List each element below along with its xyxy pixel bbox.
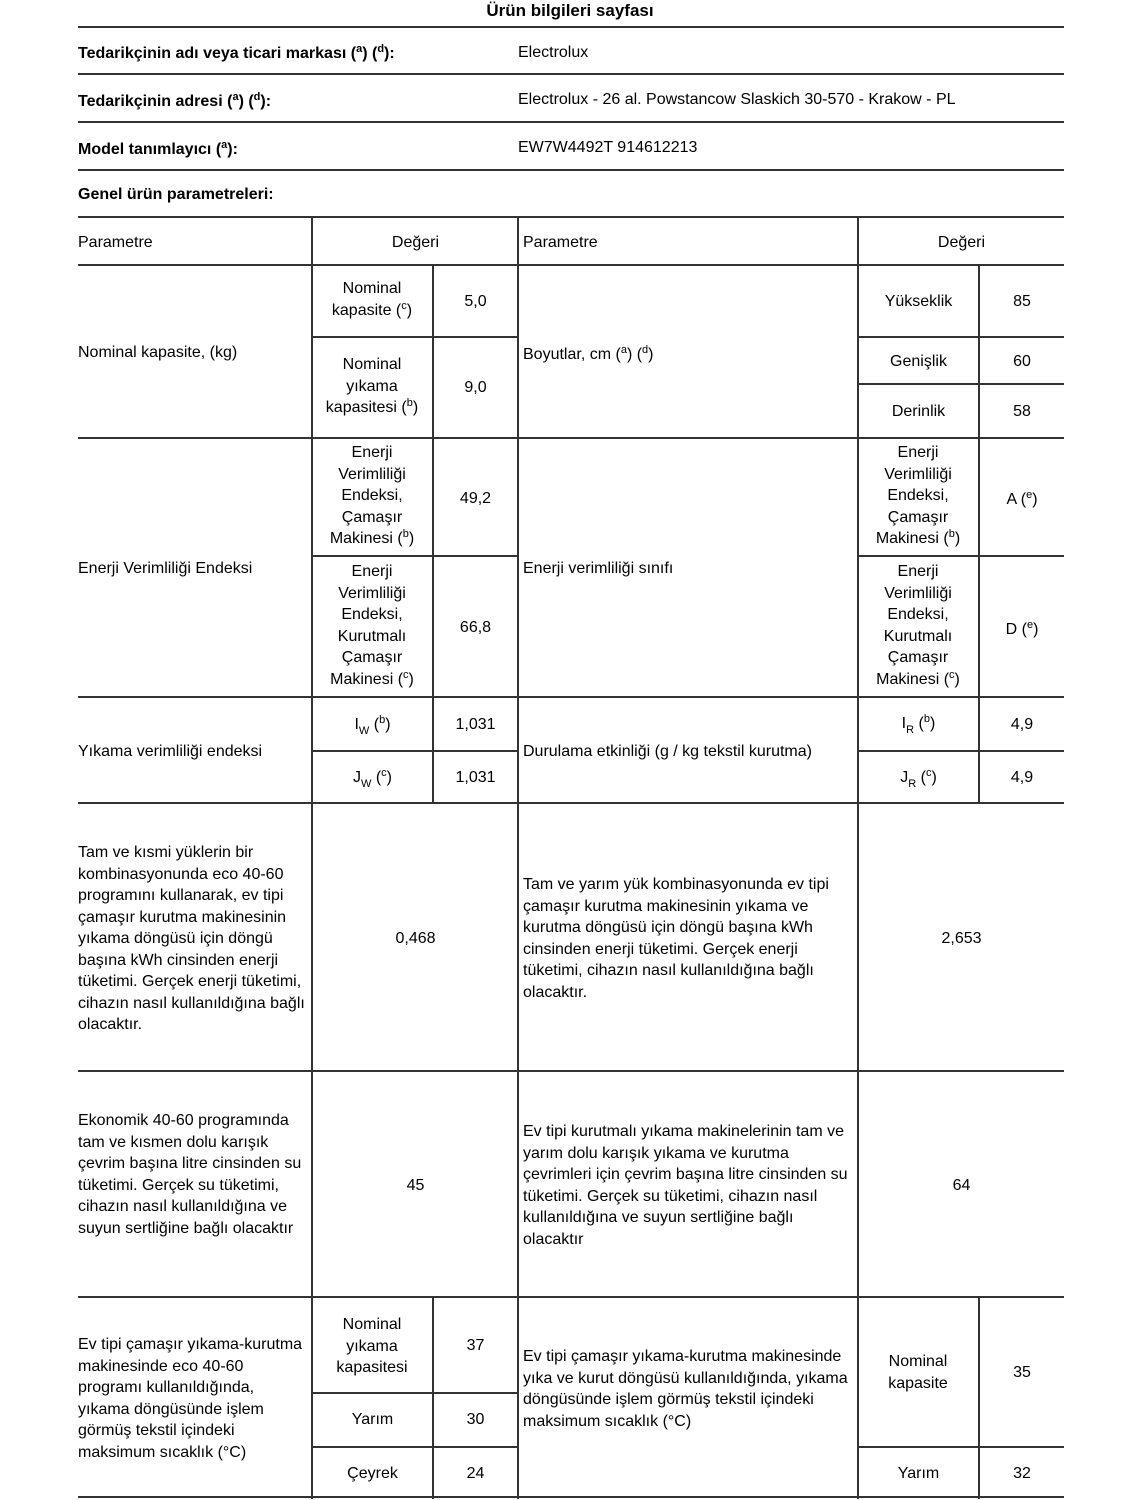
temp-wash-quarter-value: 24 — [466, 1465, 485, 1482]
capacity-label: Nominal kapasite, (kg) — [78, 344, 238, 361]
divider — [78, 1070, 1064, 1072]
divider — [78, 802, 1064, 804]
iw-label: $I_W$ ($^b$) — [354, 714, 391, 737]
supplier-address-value: Electrolux - 26 al. Powstancow Slaskich 30-570 - Krakow - PL — [518, 91, 956, 108]
col-divider — [432, 438, 434, 696]
temp-wash-text: Ev tipi çamaşır yıkama-kurutma makinesinde eco 40-60 programı kullanıldığında, yıkama döngüsünde işlem görmüş tekstil içindeki maksimum sıcaklık (°C) — [78, 1336, 303, 1461]
temp-washdry-half-value: 32 — [1013, 1465, 1031, 1482]
water-wash-text: Ekonomik 40-60 programında tam ve kısmen dolu karışık çevrim başına litre cinsinden su tüketimi. Gerçek su tüketimi, cihazın nasıl kullanıldığına ve suyun sertliğine bağlı olacaktır — [78, 1112, 302, 1237]
energy-washdry-text: Tam ve yarım yük kombinasyonunda ev tipi çamaşır kurutma makinesinin yıkama ve kurutma döngüsü için döngü başına kWh cinsinden enerji tüketimi. Gerçek enerji tüketimi, cihazın nasıl kullanıldığına bağlı olacaktır. — [523, 876, 829, 1001]
ir-value: 4,9 — [1010, 716, 1034, 733]
col-divider — [517, 217, 519, 1499]
divider — [312, 555, 517, 557]
model-label: Model tanımlayıcı ($^a$): — [78, 139, 238, 158]
model-value: EW7W4492T 914612213 — [518, 139, 698, 156]
divider — [78, 216, 1064, 218]
eei-wash-value: 49,2 — [459, 490, 492, 507]
capacity-nominal-value: 5,0 — [464, 293, 487, 310]
ir-label: $I_R$ ($^b$) — [901, 713, 936, 736]
temp-wash-half-value: 30 — [466, 1411, 485, 1428]
eclass-wash-value: A ($^e$) — [1006, 489, 1038, 508]
page-title: Ürün bilgileri sayfası — [486, 1, 654, 20]
dimension-height-label: Yükseklik — [884, 293, 953, 310]
divider — [78, 264, 1064, 266]
divider — [858, 1446, 1064, 1448]
divider — [78, 169, 1064, 171]
divider — [858, 555, 1064, 557]
col-divider — [978, 438, 980, 696]
supplier-name-value: Electrolux — [518, 44, 589, 61]
water-washdry-text: Ev tipi kurutmalı yıkama makinelerinin tam ve yarım dolu karışık yıkama ve kurutma çevrimleri için çevrim başına litre cinsinden su tüketimi. Gerçek su tüketimi, cihazın nasıl kullanıldığına ve suyun sertliğine bağlı olacaktır — [523, 1123, 848, 1248]
capacity-wash-label: Nominal yıkama kapasitesi ($^b$) — [325, 356, 419, 416]
supplier-address-label: Tedarikçinin adresi ($^a$) ($^d$): — [78, 91, 272, 110]
temp-wash-half-label: Yarım — [351, 1411, 394, 1428]
capacity-wash-value: 9,0 — [464, 379, 487, 396]
dimension-depth-label: Derinlik — [891, 403, 946, 420]
jr-value: 4,9 — [1010, 769, 1034, 786]
eclass-dry-label: Enerji Verimliliği Endeksi, Kurutmalı Çamaşır Makinesi ($^c$) — [876, 563, 960, 688]
general-heading: Genel ürün parametreleri: — [78, 186, 274, 203]
rinse-label: Durulama etkinliği (g / kg tekstil kurutma) — [523, 743, 812, 760]
eclass-dry-value: D ($^e$) — [1005, 619, 1039, 638]
iw-value: 1,031 — [455, 716, 496, 733]
dimension-depth-value: 58 — [1013, 403, 1031, 420]
col-divider — [311, 217, 313, 1499]
temp-washdry-text: Ev tipi çamaşır yıkama-kurutma makinesinde yıka ve kurut döngüsü kullanıldığında, yıkama döngüsünde işlem görmüş tekstil içindeki maksimum sıcaklık (°C) — [523, 1348, 848, 1430]
divider — [78, 696, 1064, 698]
header-value-right: Değeri — [937, 234, 986, 251]
header-value-left: Değeri — [391, 234, 440, 251]
divider — [312, 1392, 517, 1394]
divider — [312, 336, 517, 338]
energy-washdry-value: 2,653 — [941, 930, 982, 947]
divider — [858, 750, 1064, 752]
dimension-height-value: 85 — [1013, 293, 1031, 310]
header-param-right: Parametre — [523, 234, 598, 251]
water-washdry-value: 64 — [952, 1177, 971, 1194]
energy-wash-text: Tam ve kısmi yüklerin bir kombinasyonunda eco 40-60 programını kullanarak, ev tipi çamaşır kurutma makinesinin yıkama döngüsü için döngü başına kWh cinsinden enerji tüketimi. Gerçek enerji tüketimi, cihazın nasıl kullanıldığına bağlı olacaktır. — [78, 844, 305, 1033]
divider — [78, 73, 1064, 75]
divider — [858, 336, 1064, 338]
energy-wash-value: 0,468 — [395, 930, 436, 947]
jr-label: $J_R$ ($^c$) — [900, 767, 937, 790]
temp-washdry-half-label: Yarım — [897, 1465, 940, 1482]
water-wash-value: 45 — [406, 1177, 425, 1194]
divider — [78, 26, 1064, 28]
divider — [312, 1446, 517, 1448]
capacity-nominal-label: Nominal kapasite ($^c$) — [331, 280, 413, 319]
dimension-width-value: 60 — [1013, 353, 1031, 370]
eclass-wash-label: Enerji Verimliliği Endeksi, Çamaşır Makinesi ($^b$) — [875, 444, 961, 547]
wash-eff-label: Yıkama verimliliği endeksi — [78, 743, 263, 760]
divider — [312, 750, 517, 752]
supplier-name-label: Tedarikçinin adı veya ticari markası ($^a$) ($^d$): — [78, 43, 395, 62]
temp-wash-nominal-value: 37 — [466, 1337, 485, 1354]
divider — [858, 383, 1064, 385]
jw-value: 1,031 — [455, 769, 496, 786]
eei-dry-value: 66,8 — [459, 619, 492, 636]
divider — [78, 121, 1064, 123]
eclass-label: Enerji verimliliği sınıfı — [523, 560, 674, 577]
divider — [78, 1496, 1064, 1498]
temp-wash-quarter-label: Çeyrek — [347, 1465, 398, 1482]
eei-dry-label: Enerji Verimliliği Endeksi, Kurutmalı Çamaşır Makinesi ($^c$) — [330, 563, 414, 688]
header-param-left: Parametre — [78, 234, 153, 251]
temp-wash-nominal-label: Nominal yıkama kapasitesi — [336, 1316, 408, 1376]
temp-washdry-nominal-value: 35 — [1013, 1364, 1031, 1381]
eei-label: Enerji Verimliliği Endeksi — [78, 560, 253, 577]
eei-wash-label: Enerji Verimliliği Endeksi, Çamaşır Makinesi ($^b$) — [329, 444, 415, 547]
divider — [78, 1296, 1064, 1298]
jw-label: $J_W$ ($^c$) — [353, 767, 392, 790]
dimension-width-label: Genişlik — [890, 353, 947, 370]
divider — [78, 437, 1064, 439]
temp-washdry-nominal-label: Nominal kapasite — [888, 1353, 948, 1392]
dimensions-label: Boyutlar, cm ($^a$) ($^d$) — [523, 344, 654, 363]
